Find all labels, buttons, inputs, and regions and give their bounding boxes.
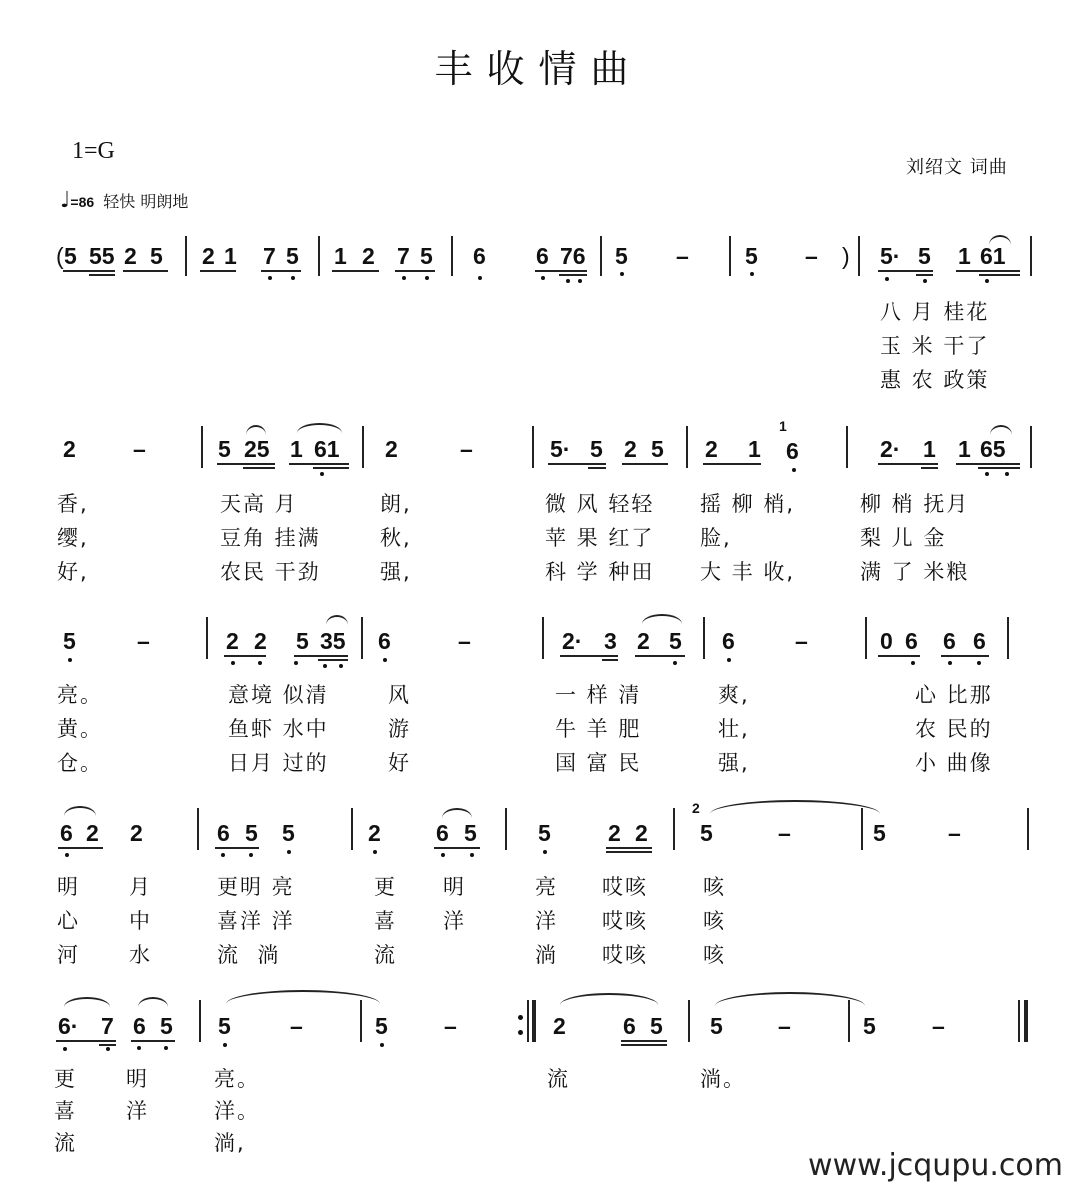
note: 76: [560, 243, 586, 269]
dash: –: [795, 628, 808, 654]
note: 6: [473, 243, 486, 269]
lyric: 更明 亮: [217, 875, 295, 899]
note: 6: [623, 1013, 636, 1039]
lyric: 哎咳: [602, 943, 648, 967]
lyric: 农 民的: [915, 717, 993, 741]
lyric: 洋: [535, 909, 558, 933]
song-title: 丰收情曲: [434, 47, 643, 91]
paren-open: (: [56, 243, 64, 269]
lyric: 苹 果 红了: [545, 526, 655, 550]
note: 6: [436, 820, 449, 846]
lyric: 流 淌: [217, 943, 281, 967]
note: 2: [226, 628, 239, 654]
note: 5: [160, 1013, 173, 1039]
note: 6: [217, 820, 230, 846]
lyric: 咳: [703, 909, 726, 933]
lyric: 国 富 民: [555, 751, 642, 775]
quarter-note-icon: ♩: [60, 188, 71, 213]
note: 5: [63, 628, 76, 654]
lyric: 朗,: [380, 492, 412, 516]
lyric: 流: [54, 1131, 77, 1155]
lyric: 流: [547, 1067, 570, 1091]
dash: –: [948, 820, 961, 846]
note: 6: [973, 628, 986, 654]
lyric: 游: [388, 717, 411, 741]
lyric: 壮,: [718, 717, 750, 741]
lyric: 心 比那: [915, 683, 993, 707]
note: 5: [150, 243, 163, 269]
lyric: 脸,: [700, 526, 732, 550]
lyric: 梨 儿 金: [860, 526, 947, 550]
lyric: 农民 干劲: [220, 560, 321, 584]
note: 7: [263, 243, 276, 269]
lyric: 好: [388, 751, 411, 775]
dash: –: [676, 243, 689, 269]
note: 5: [282, 820, 295, 846]
note: 6: [378, 628, 391, 654]
note: 2·: [562, 628, 583, 654]
note: 5: [918, 243, 931, 269]
note: 6·: [58, 1013, 79, 1039]
note: 7: [397, 243, 410, 269]
note: 3: [604, 628, 617, 654]
lyric: 风: [388, 683, 411, 707]
lyric: 仓。: [57, 751, 103, 775]
note: 1: [958, 243, 971, 269]
note: 61: [314, 436, 340, 462]
lyric: 鱼虾 水中: [228, 717, 329, 741]
note: 5: [286, 243, 299, 269]
note: 5: [669, 628, 682, 654]
note: 5: [464, 820, 477, 846]
note: 2: [86, 820, 99, 846]
note: 2: [608, 820, 621, 846]
lyric: 明: [57, 875, 80, 899]
note: 5: [218, 436, 231, 462]
lyric: 缨,: [57, 526, 89, 550]
lyric: 淌,: [214, 1131, 246, 1155]
dash: –: [444, 1013, 457, 1039]
paren-close: ): [842, 243, 850, 269]
lyric: 咳: [703, 943, 726, 967]
lyric: 流: [374, 943, 397, 967]
dash: –: [137, 628, 150, 654]
lyric: 强,: [718, 751, 750, 775]
note: 5: [538, 820, 551, 846]
lyric: 明: [126, 1067, 149, 1091]
expression-text: 轻快 明朗地: [103, 192, 189, 211]
lyric: 微 风 轻轻: [545, 492, 655, 516]
note: 1: [748, 436, 761, 462]
lyric: 更: [374, 875, 397, 899]
note: 6: [905, 628, 918, 654]
lyric: 月: [129, 875, 152, 899]
lyric-verse-1: 八 月 桂花: [880, 300, 990, 324]
note: 5: [650, 1013, 663, 1039]
note: 2: [63, 436, 76, 462]
lyric: 水: [129, 943, 152, 967]
lyric: 香,: [57, 492, 89, 516]
dash: –: [290, 1013, 303, 1039]
note: 25: [244, 436, 270, 462]
dash: –: [133, 436, 146, 462]
note: 5: [615, 243, 628, 269]
dash: –: [805, 243, 818, 269]
lyric: 喜: [374, 909, 397, 933]
note: 7: [101, 1013, 114, 1039]
note: 2: [124, 243, 137, 269]
note: 0: [880, 628, 893, 654]
lyric: 一 样 清: [555, 683, 642, 707]
lyric: 亮。: [214, 1067, 260, 1091]
lyric: 明: [443, 875, 466, 899]
lyric: 豆角 挂满: [220, 526, 321, 550]
note: 5: [863, 1013, 876, 1039]
note: 2: [385, 436, 398, 462]
note: 6: [60, 820, 73, 846]
key-signature: 1=G: [72, 138, 115, 164]
note: 2: [202, 243, 215, 269]
watermark: www.jcqupu.com: [808, 1148, 1063, 1183]
note: 5: [245, 820, 258, 846]
lyric: 淌: [535, 943, 558, 967]
lyric: 喜: [54, 1099, 77, 1123]
note: 2: [368, 820, 381, 846]
note: 35: [320, 628, 346, 654]
note: 2: [362, 243, 375, 269]
note: 1: [224, 243, 237, 269]
lyric: 洋: [126, 1099, 149, 1123]
note: 5: [375, 1013, 388, 1039]
note: 5: [590, 436, 603, 462]
lyric: 柳 梢 抚月: [860, 492, 970, 516]
lyric: 心: [57, 909, 80, 933]
note: 5: [710, 1013, 723, 1039]
lyric: 小 曲像: [915, 751, 993, 775]
lyric: 洋: [443, 909, 466, 933]
lyric: 喜洋 洋: [217, 909, 295, 933]
lyric: 意境 似清: [228, 683, 329, 707]
lyric: 好,: [57, 560, 89, 584]
note: 2: [635, 820, 648, 846]
lyric: 哎咳: [602, 909, 648, 933]
note: 5: [296, 628, 309, 654]
note: 5: [420, 243, 433, 269]
note: 5·: [550, 436, 571, 462]
note: 55: [89, 243, 115, 269]
lyric: 天高 月: [220, 492, 298, 516]
note: 2: [254, 628, 267, 654]
lyric: 黄。: [57, 717, 103, 741]
note: 5: [873, 820, 886, 846]
note: 1: [923, 436, 936, 462]
note: 65: [980, 436, 1006, 462]
note: 61: [980, 243, 1006, 269]
dash: –: [778, 820, 791, 846]
lyric: 哎咳: [602, 875, 648, 899]
lyric: 日月 过的: [228, 751, 329, 775]
note: 2: [705, 436, 718, 462]
lyric: 中: [129, 909, 152, 933]
lyric: 更: [54, 1067, 77, 1091]
note: 2: [637, 628, 650, 654]
dash: –: [458, 628, 471, 654]
note: 5·: [880, 243, 901, 269]
lyric: 大 丰 收,: [700, 560, 796, 584]
tempo-marking: ♩=86 轻快 明朗地: [60, 188, 189, 213]
note: 6: [536, 243, 549, 269]
author-credit: 刘绍文 词曲: [906, 157, 1008, 178]
grace-note: 2: [692, 800, 700, 816]
note: 1: [958, 436, 971, 462]
lyric: 咳: [703, 875, 726, 899]
dash: –: [460, 436, 473, 462]
note: 2: [553, 1013, 566, 1039]
note: 5: [651, 436, 664, 462]
note: 2·: [880, 436, 901, 462]
note: 5: [745, 243, 758, 269]
note: 6: [722, 628, 735, 654]
note: 6: [786, 438, 799, 464]
barline: [185, 236, 187, 276]
note: 6: [943, 628, 956, 654]
note: 5: [700, 820, 713, 846]
note: 1: [290, 436, 303, 462]
grace-note: 1: [779, 418, 787, 434]
lyric: 摇 柳 梢,: [700, 492, 796, 516]
lyric: 强,: [380, 560, 412, 584]
lyric-verse-3: 惠 农 政策: [880, 368, 990, 392]
note: 1: [334, 243, 347, 269]
lyric: 亮。: [57, 683, 103, 707]
note: 6: [133, 1013, 146, 1039]
lyric: 爽,: [718, 683, 750, 707]
lyric: 牛 羊 肥: [555, 717, 642, 741]
lyric: 科 学 种田: [545, 560, 655, 584]
note: 5: [218, 1013, 231, 1039]
lyric: 河: [57, 943, 80, 967]
lyric: 洋。: [214, 1099, 260, 1123]
note: 2: [130, 820, 143, 846]
note: 2: [624, 436, 637, 462]
lyric-verse-2: 玉 米 干了: [880, 334, 990, 358]
note: 5: [64, 243, 77, 269]
lyric: 秋,: [380, 526, 412, 550]
dash: –: [932, 1013, 945, 1039]
lyric: 淌。: [700, 1067, 746, 1091]
dash: –: [778, 1013, 791, 1039]
lyric: 满 了 米粮: [860, 560, 970, 584]
lyric: 亮: [535, 875, 558, 899]
